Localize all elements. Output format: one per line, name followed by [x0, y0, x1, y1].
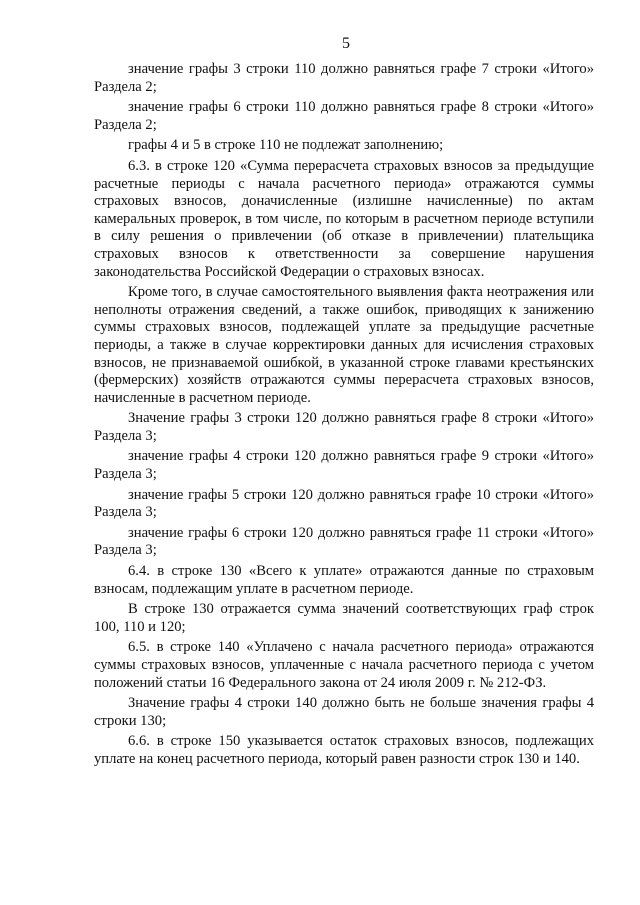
paragraph: значение графы 3 строки 110 должно равняться графе 7 строки «Итого» Раздела 2; [94, 61, 594, 95]
paragraph: значение графы 6 строки 110 должно равняться графе 8 строки «Итого» Раздела 2; [94, 99, 594, 133]
paragraph: значение графы 4 строки 120 должно равняться графе 9 строки «Итого» Раздела 3; [94, 448, 594, 483]
paragraph: Значение графы 3 строки 120 должно равняться графе 8 строки «Итого» Раздела 3; [94, 410, 594, 444]
paragraph: значение графы 6 строки 120 должно равняться графе 11 строки «Итого» Раздела 3; [94, 524, 594, 559]
paragraph: графы 4 и 5 в строке 110 не подлежат заполнению; [128, 137, 444, 154]
paragraph: 6.5. в строке 140 «Уплачено с начала расчетного периода» отражаются суммы страховых взносов, уплаченные с начала расчетного периода с учетом положений статьи 16 Федерального закона от 24 июля 2009 г. № 212-ФЗ. [94, 639, 594, 691]
paragraph: 6.6. в строке 150 указывается остаток страховых взносов, подлежащих уплате на конец расчетного периода, который равен разности строк 130 и 140. [94, 733, 594, 767]
page-number: 5 [342, 35, 350, 52]
document-body [94, 61, 594, 769]
paragraph: значение графы 5 строки 120 должно равняться графе 10 строки «Итого» Раздела 3; [94, 486, 594, 521]
paragraph: В строке 130 отражается сумма значений соответствующих граф строк 100, 110 и 120; [94, 601, 594, 635]
paragraph: Значение графы 4 строки 140 должно быть не больше значения графы 4 строки 130; [94, 695, 594, 729]
paragraph: 6.4. в строке 130 «Всего к уплате» отражаются данные по страховым взносам, подлежащим уплате в расчетном периоде. [94, 563, 594, 597]
paragraph: 6.3. в строке 120 «Сумма перерасчета страховых взносов за предыдущие расчетные периоды с начала расчетного периода» отражаются суммы страховых взносов, доначисленные (излишне начисленные) по актам камеральных проверок, в том числе, по которым в расчетном периоде вступили в силу решения о привлечении (об отказе в привлечении) плательщика страховых взносов к ответственности за совершение нарушения законодательства Российской Федерации о страховых взносах. [94, 157, 594, 280]
paragraph: Кроме того, в случае самостоятельного выявления факта неотражения или неполноты отражения сведений, а также ошибок, приводящих к занижению суммы страховых взносов, подлежащей уплате за предыдущие расчетные периоды, а также в случае корректировки данных для исчисления страховых взносов, не признаваемой ошибкой, в указанной строке главами крестьянских (фермерских) хозяйств отражаются суммы перерасчета страховых взносов, начисленные в расчетном периоде. [94, 284, 594, 406]
